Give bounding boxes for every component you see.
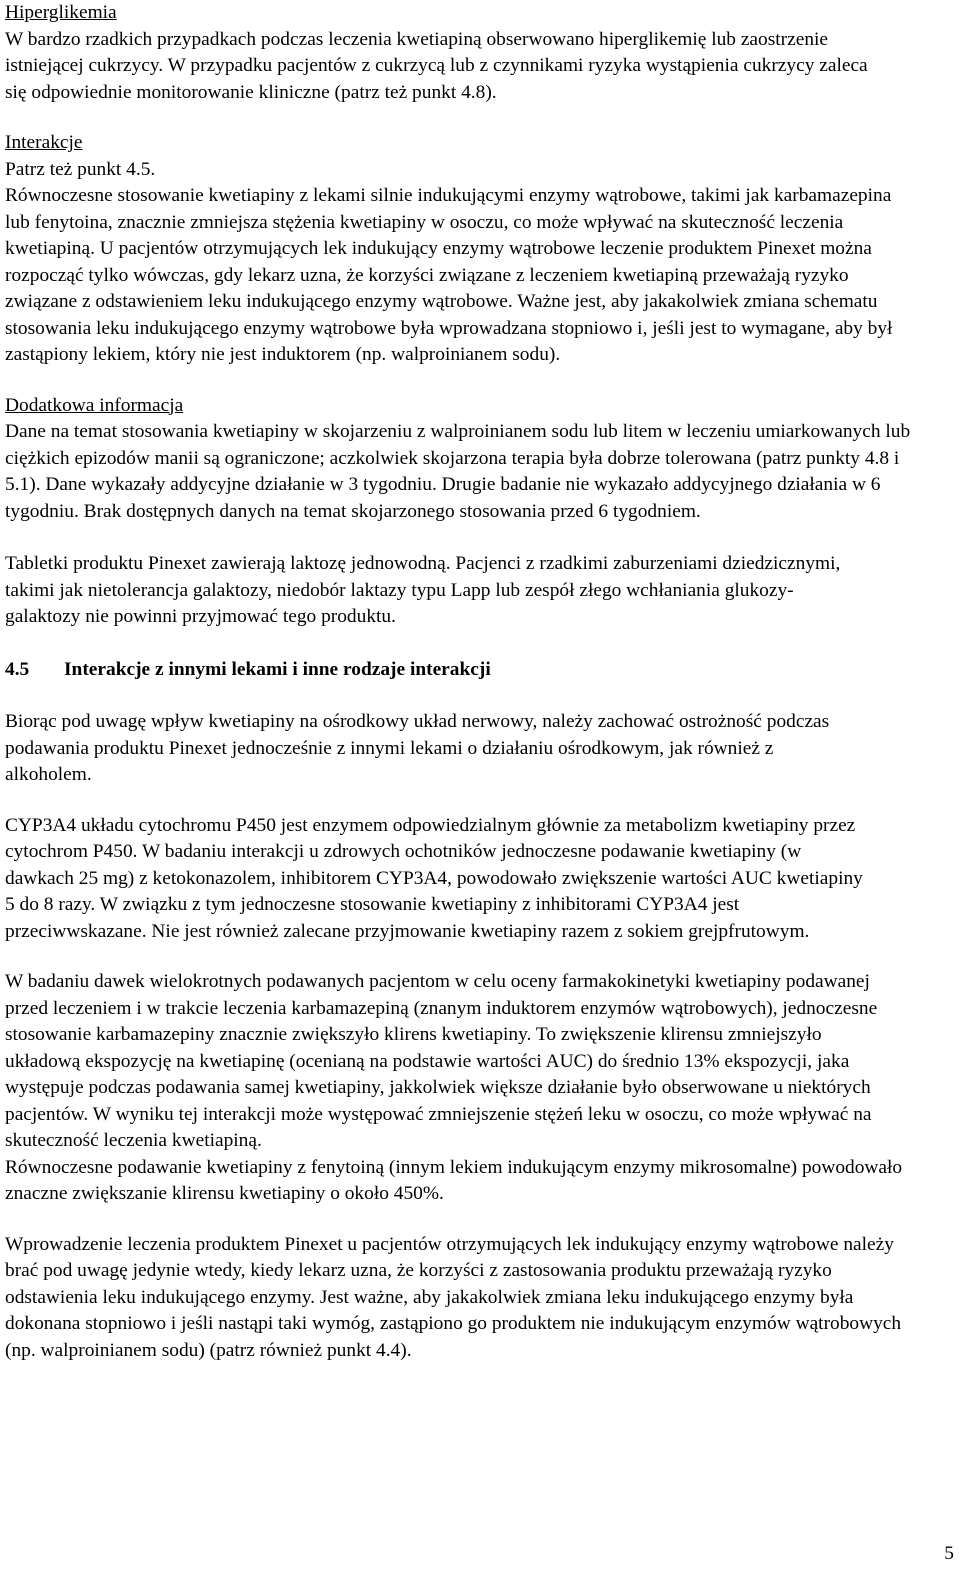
section-paragraph: Wprowadzenie leczenia produktem Pinexet u pacjentów otrzymujących lek indukujący enzymy wątrobowe należy brać pod uwagę jedynie wtedy, kiedy lekarz uzna, że korzyści z zastosowania produktu przeważają ryzyko odstawienia leku indukującego enzymy. Jest ważne, aby jakakolwiek zmiana leku indukującego enzymy była dokonana stopniowo i jeśli nastąpi taki wymóg, zastąpiono go produktem nie indukującym enzymów wątrobowych (np. walproinianem sodu) (patrz również punkt 4.4). <box>5 1233 902 1361</box>
section-paragraph: Biorąc pod uwagę wpływ kwetiapiny na ośrodkowy układ nerwowy, należy zachować ostrożność podczas podawania produktu Pinexet jednocześnie z innymi lekami o działaniu ośrodkowym, jak również z alkoholem. <box>5 711 830 785</box>
section-paragraph: CYP3A4 układu cytochromu P450 jest enzymem odpowiedzialnym głównie za metabolizm kwetiapiny przez cytochrom P450. W badaniu interakcji u zdrowych ochotników jednoczesne podawanie kwetiapiny (w dawkach 25 mg) z ketokonazolem, inhibitorem CYP3A4, powodowało zwiększenie wartości AUC kwetiapiny 5 do 8 razy. W związku z tym jednoczesne stosowanie kwetiapiny z inhibitorami CYP3A4 jest przeciwwskazane. Nie jest również zalecane przyjmowanie kwetiapiny razem z sokiem grejpfrutowym. <box>5 814 863 942</box>
interactions-heading: Interakcje <box>5 132 83 153</box>
section-number: 4.5 <box>5 658 30 680</box>
interactions-text: Równoczesne stosowanie kwetiapiny z lekami silnie indukującymi enzymy wątrobowe, takimi jak karbamazepina lub fenytoina, znacznie zmniejsza stężenia kwetiapiny w osoczu, co może wpływać na skuteczność leczenia kwetiapiną. U pacjentów otrzymujących lek indukujący enzymy wątrobowe leczenie produktem Pinexet można rozpocząć tylko wówczas, gdy lekarz uzna, że korzyści związane z leczeniem kwetiapiną przeważają ryzyko związane z odstawieniem leku indukującego enzymy wątrobowe. Ważne jest, aby jakakolwiek zmiana schematu stosowania leku indukującego enzymy wątrobowe była wprowadzana stopniowo i, jeśli jest to wymagane, aby był zastąpiony lekiem, który nie jest induktorem (np. walproinianem sodu). <box>5 185 893 365</box>
additional-info-text: Dane na temat stosowania kwetiapiny w skojarzeniu z walproinianem sodu lub litem w leczeniu umiarkowanych lub ciężkich epizodów manii są ograniczone; aczkolwiek skojarzona terapia była dobrze tolerowana (patrz punkty 4.8 i 5.1). Dane wykazały addycyjne działanie w 3 tygodniu. Drugie badanie nie wykazało addycyjnego działania w 6 tygodniu. Brak dostępnych danych na temat skojarzonego stosowania przed 6 tygodniem. <box>5 421 911 522</box>
page-number: 5 <box>944 1543 954 1564</box>
section-title-text: Interakcje z innymi lekami i inne rodzaje interakcji <box>64 658 491 680</box>
section-paragraph: W badaniu dawek wielokrotnych podawanych pacjentom w celu oceny farmakokinetyki kwetiapiny podawanej przed leczeniem i w trakcie leczenia karbamazepiną (znanym induktorem enzymów wątrobowych), jednoczesne stosowanie karbamazepiny znacznie zwiększyło klirens kwetiapiny. To zwiększenie klirensu zmniejszyło układową ekspozycję na kwetiapinę (ocenianą na podstawie wartości AUC) do średnio 13% ekspozycji, jaka występuje podczas podawania samej kwetiapiny, jakkolwiek większe działanie było obserwowane u niektórych pacjentów. W wyniku tej interakcji może występować zmniejszenie stężeń leku w osoczu, co może wpływać na skuteczność leczenia kwetiapiną. <box>5 971 878 1151</box>
document-page <box>5 0 955 1364</box>
hyperglycemia-heading: Hiperglikemia <box>5 2 117 23</box>
lactose-text: Tabletki produktu Pinexet zawierają laktozę jednowodną. Pacjenci z rzadkimi zaburzeniami dziedzicznymi, takimi jak nietolerancja galaktozy, niedobór laktazy typu Lapp lub zespół złego wchłaniania glukozy-galaktozy nie powinni przyjmować tego produktu. <box>5 553 841 627</box>
additional-info-heading: Dodatkowa informacja <box>5 394 184 416</box>
section-paragraph: Równoczesne podawanie kwetiapiny z fenytoiną (innym lekiem indukującym enzymy mikrosomalne) powodowało znaczne zwiększanie klirensu kwetiapiny o około 450%. <box>5 1156 903 1204</box>
hyperglycemia-text: W bardzo rzadkich przypadkach podczas leczenia kwetiapiną obserwowano hiperglikemię lub zaostrzenie istniejącej cukrzycy. W przypadku pacjentów z cukrzycą lub z czynnikami ryzyka wystąpienia cukrzycy zaleca się odpowiednie monitorowanie kliniczne (patrz też punkt 4.8). <box>5 28 868 103</box>
interactions-ref: Patrz też punkt 4.5. <box>5 158 156 180</box>
section-4-5-title <box>5 657 955 684</box>
